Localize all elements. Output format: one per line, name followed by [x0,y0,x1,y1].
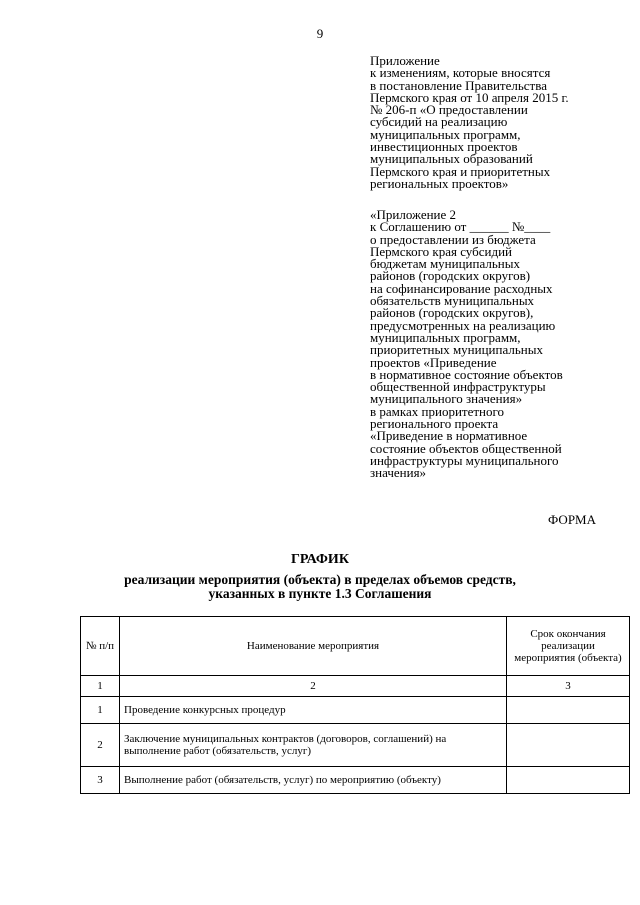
annex-line: регионального проекта [370,416,499,432]
annex-line: на софинансирование расходных [370,280,553,296]
row-activity-name: Заключение муниципальных контрактов (договоров, соглашений) на выполнение работ (обязательств, услуг) [120,724,507,767]
annex-line: к Соглашению от ______ №____ [370,219,551,235]
annex-line: муниципальных программ, [370,329,521,345]
annex-line: Приложение [370,53,440,68]
annex-line: проектов «Приведение [370,354,497,370]
form-label: ФОРМА [548,512,596,527]
annex-line: общественной инфраструктуры [370,379,546,395]
annex-line: инвестиционных проектов [370,139,518,155]
annex-line: районов (городских округов) [370,268,531,284]
annex-line: муниципальных программ, [370,126,521,142]
annex-line: приоритетных муниципальных [370,342,543,358]
annex-line: состояние объектов общественной [370,440,562,456]
annex-line: к изменениям, которые вносятся [370,65,551,81]
annex-line: обязательств муниципальных [370,293,535,309]
annex-line: в нормативное состояние объектов [370,366,563,382]
table-row [81,724,630,767]
annex-line: муниципальных образований [370,151,533,167]
annex-reference-block [370,55,605,190]
page-number: 9 [316,26,324,41]
agreement-annex-block [370,209,605,480]
annex-line: инфраструктуры муниципального [370,452,559,468]
row-deadline [507,697,630,724]
header-activity-name: Наименование мероприятия [120,617,507,676]
annex-line: районов (городских округов), [370,305,534,321]
row-activity-name: Проведение конкурсных процедур [120,697,507,724]
annex-line: о предоставлении из бюджета [370,231,536,247]
annex-line: муниципального значения» [370,391,523,407]
header-deadline: Срок окончания реализации мероприятия (объекта) [507,617,630,676]
annex-line: предусмотренных на реализацию [370,317,556,333]
document-subtitle [0,573,640,601]
annex-line: Пермского края субсидий [370,243,512,259]
schedule-table [80,616,630,794]
annex-line: в рамках приоритетного [370,403,504,419]
annex-line: «Приведение в нормативное [370,428,528,444]
column-number: 3 [507,676,630,697]
column-number: 1 [81,676,120,697]
row-number: 2 [81,724,120,767]
annex-line: субсидий на реализацию [370,114,508,130]
row-deadline [507,767,630,794]
table-header-row [81,617,630,676]
subtitle-line: реализации мероприятия (объекта) в пределах объемов средств, [124,572,516,587]
table-row [81,767,630,794]
column-number: 2 [120,676,507,697]
column-numbers-row [81,676,630,697]
annex-line: в постановление Правительства [370,77,547,93]
annex-line: бюджетам муниципальных [370,256,520,272]
annex-line: региональных проектов» [370,175,509,191]
document-title: ГРАФИК [291,552,349,567]
annex-line: «Приложение 2 [370,207,457,222]
annex-line: № 206-п «О предоставлении [370,102,528,118]
row-activity-name: Выполнение работ (обязательств, услуг) по мероприятию (объекту) [120,767,507,794]
row-deadline [507,724,630,767]
annex-line: значения» [370,465,427,481]
row-number: 1 [81,697,120,724]
annex-line: Пермского края и приоритетных [370,163,551,179]
header-number: № п/п [81,617,120,676]
subtitle-line: указанных в пункте 1.3 Соглашения [208,586,432,601]
row-number: 3 [81,767,120,794]
annex-line: Пермского края от 10 апреля 2015 г. [370,89,569,105]
table-row [81,697,630,724]
